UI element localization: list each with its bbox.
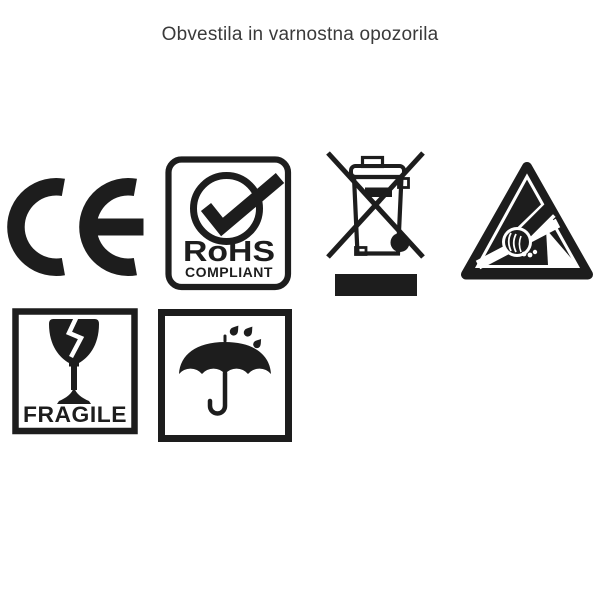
esd-fingertip-dot-3 xyxy=(533,250,537,254)
rohs-compliant-text: COMPLIANT xyxy=(185,265,274,280)
esd-warning-triangle-icon xyxy=(466,167,588,275)
ce-letter-c xyxy=(16,187,63,268)
page-title: Obvestila in varnostna opozorila xyxy=(161,24,439,45)
fragile-glass-stem xyxy=(71,365,77,390)
keep-dry-umbrella-icon xyxy=(162,313,289,439)
rohs-compliant-badge-icon xyxy=(169,160,289,288)
ce-letter-e-bar xyxy=(97,219,144,236)
weee-crossed-out-bin-icon xyxy=(328,153,423,296)
raindrop-2 xyxy=(242,324,255,338)
esd-fingertip-dot-2 xyxy=(528,253,533,258)
fragile-label: FRAGILE xyxy=(23,402,127,427)
esd-fingertip-dot-1 xyxy=(522,252,527,257)
rohs-checkmark xyxy=(206,178,280,227)
ce-marking-icon xyxy=(16,187,144,268)
raindrop-1 xyxy=(228,323,241,337)
fragile-broken-glass-icon xyxy=(16,312,135,432)
weee-solid-bar xyxy=(335,274,417,296)
umbrella-shaft xyxy=(210,373,225,414)
rohs-text: RoHS xyxy=(183,236,275,268)
raindrop-3 xyxy=(252,337,264,350)
